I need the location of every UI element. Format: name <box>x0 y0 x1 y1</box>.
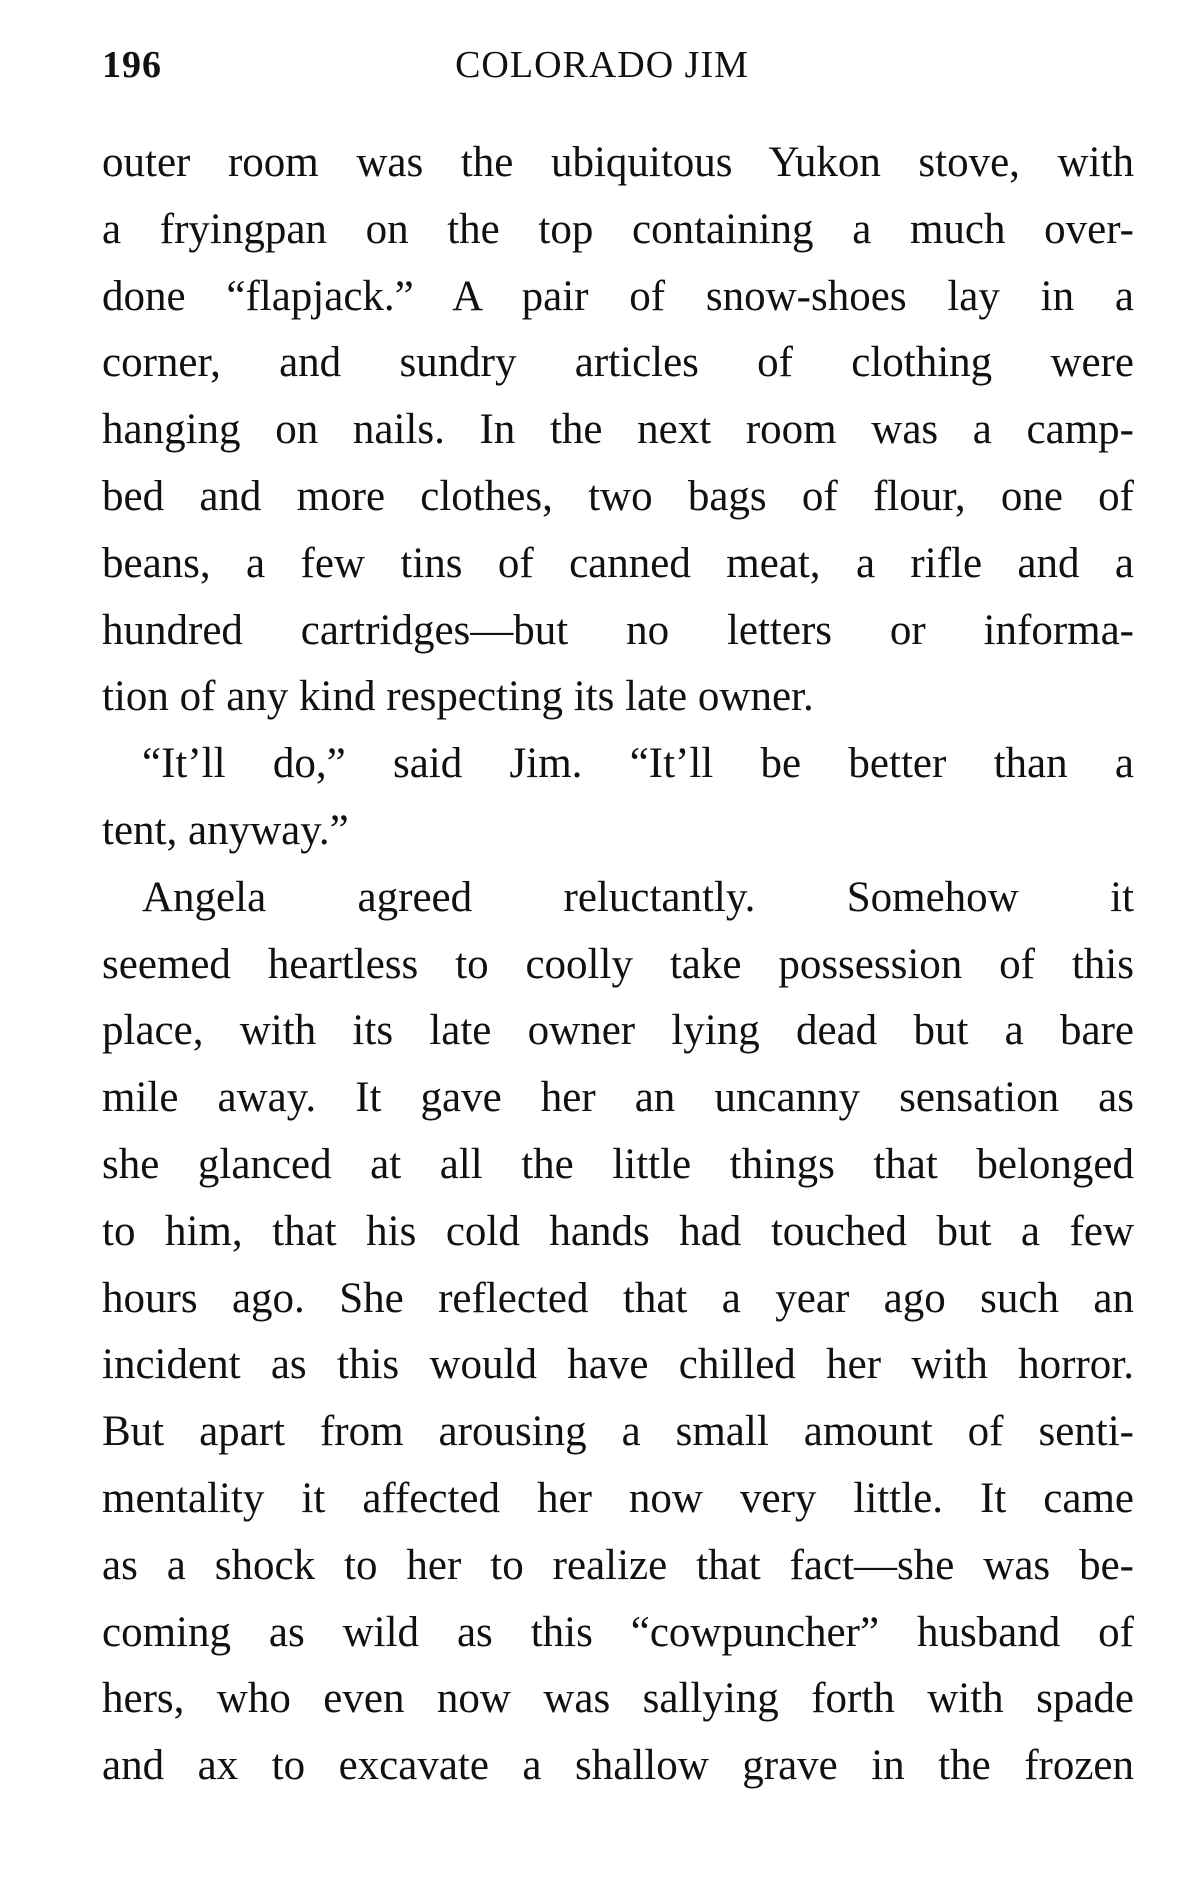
text-line: outer room was the ubiquitous Yukon stove, with <box>102 139 1134 186</box>
text-line: hours ago. She reflected that a year ago such an <box>102 1274 1134 1322</box>
text-line: seemed heartless to coolly take possession of this <box>102 940 1134 988</box>
body-text <box>102 130 1134 1800</box>
text-line: mile away. It gave her an uncanny sensation as <box>102 1074 1134 1122</box>
text-line: hundred cartridges—but no letters or informa- <box>102 606 1134 654</box>
text-line: “It’ll do,” said Jim. “It’ll be better than a <box>142 740 1134 788</box>
text-line: she glanced at all the little things that belonged <box>102 1140 1134 1188</box>
text-line: and ax to excavate a shallow grave in the frozen <box>102 1742 1134 1790</box>
text-line: tent, anyway.” <box>102 806 349 854</box>
page-number: 196 <box>102 44 162 86</box>
text-line: tion of any kind respecting its late owner. <box>102 673 814 721</box>
running-title: COLORADO JIM <box>455 44 749 86</box>
text-line: Angela agreed reluctantly. Somehow it <box>142 873 1134 921</box>
text-line: hers, who even now was sallying forth with spade <box>102 1675 1134 1723</box>
text-line: beans, a few tins of canned meat, a rifle and a <box>102 539 1134 587</box>
running-head <box>102 40 1042 90</box>
text-line: done “flapjack.” A pair of snow-shoes lay in a <box>102 272 1134 320</box>
text-line: corner, and sundry articles of clothing were <box>102 339 1134 387</box>
text-line: But apart from arousing a small amount of senti- <box>102 1408 1134 1456</box>
text-line: mentality it affected her now very little. It came <box>102 1474 1134 1522</box>
text-line: bed and more clothes, two bags of flour, one of <box>102 472 1134 520</box>
text-line: a fryingpan on the top containing a much over- <box>102 205 1134 253</box>
text-line: hanging on nails. In the next room was a camp- <box>102 406 1134 454</box>
text-line: incident as this would have chilled her with horror. <box>102 1341 1134 1389</box>
text-line: to him, that his cold hands had touched but a few <box>102 1207 1134 1255</box>
text-line: coming as wild as this “cowpuncher” husband of <box>102 1608 1134 1656</box>
text-line: place, with its late owner lying dead but a bare <box>102 1007 1134 1055</box>
text-line: as a shock to her to realize that fact—she was be- <box>102 1541 1134 1589</box>
